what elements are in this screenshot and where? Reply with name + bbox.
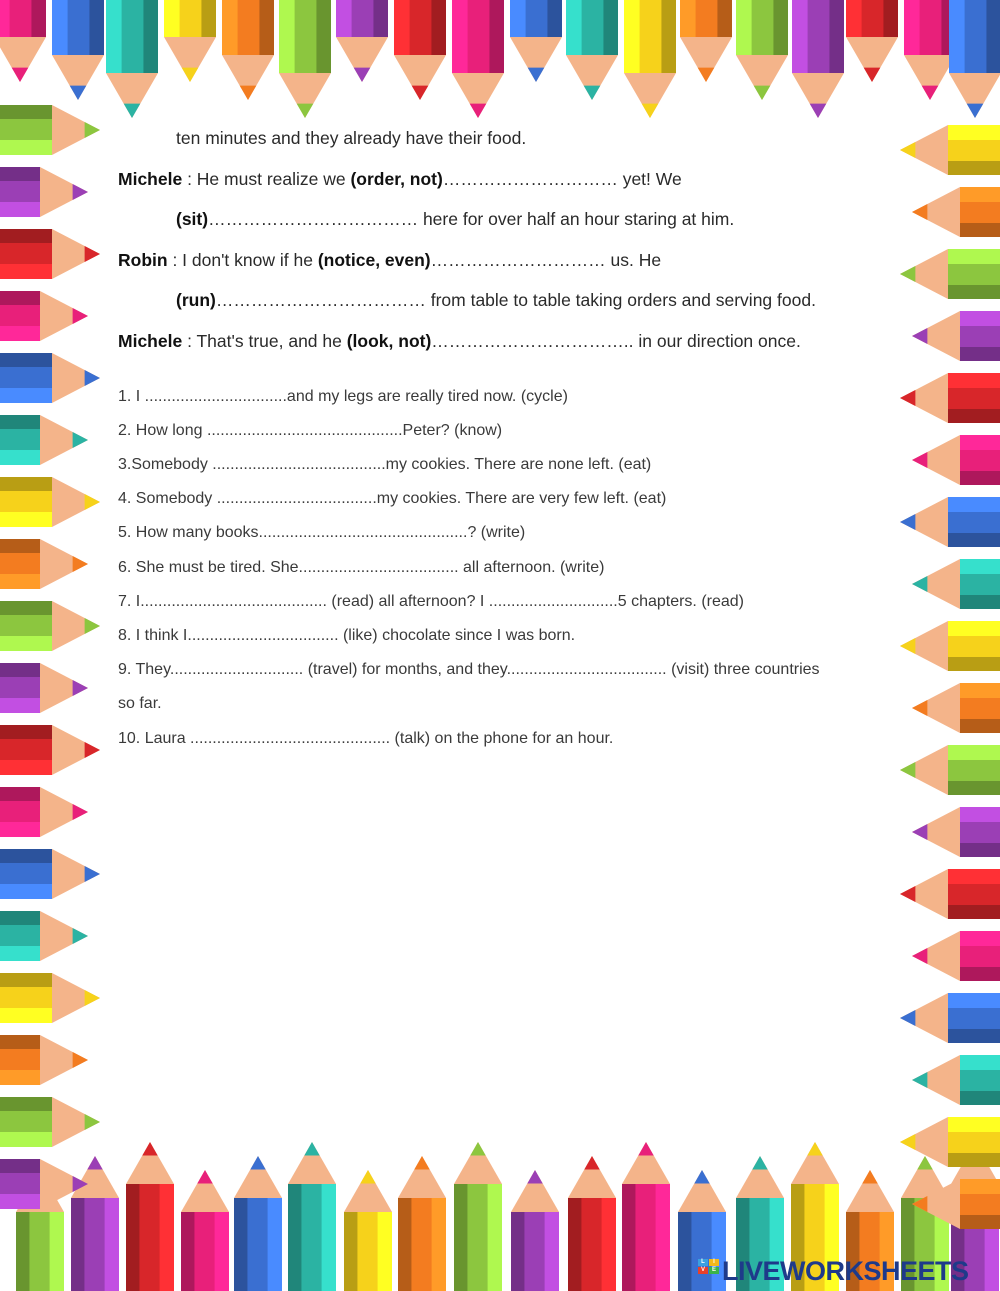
exercise-item-continued: so far. — [118, 695, 162, 712]
logo-block: E — [709, 1267, 719, 1274]
dialogue-text: ten minutes and they already have their food. — [176, 128, 527, 148]
dialogue-text: I don't know if he — [182, 250, 318, 270]
dialogue-text: That's true, and he — [196, 331, 347, 351]
answer-blank[interactable]: ………………………… yet! We — [442, 169, 682, 189]
logo-text: LIVEWORKSHEETS — [722, 1256, 969, 1286]
speaker-name: Robin — [118, 250, 168, 270]
separator: : — [182, 331, 197, 351]
dialogue-line-5 — [176, 290, 816, 311]
separator: : — [182, 169, 197, 189]
verb-hint: (sit) — [176, 209, 209, 229]
answer-blank[interactable]: ……………………………… here for over half an hour staring at him. — [208, 209, 735, 229]
exercise-item[interactable]: 5. How many books...............................................? (write) — [118, 524, 526, 541]
exercise-item[interactable]: 7. I.......................................... (read) all afternoon? I .............................5 chapters. (read) — [118, 593, 744, 610]
logo-block: I — [709, 1259, 719, 1266]
answer-blank[interactable]: …………………………….. in our direction once. — [431, 331, 801, 351]
dialogue-line-6 — [118, 331, 801, 352]
answer-blank[interactable]: ……………………………… from table to table taking orders and serving food. — [215, 290, 816, 310]
liveworksheets-logo[interactable] — [698, 1256, 994, 1286]
verb-hint: (run) — [176, 290, 216, 310]
dialogue-line-1 — [176, 128, 526, 149]
logo-live-icon — [698, 1259, 720, 1283]
dialogue-line-3 — [176, 209, 734, 230]
verb-hint: (notice, even) — [317, 250, 431, 270]
exercise-item[interactable]: 3.Somebody .......................................my cookies. There are none left. (eat) — [118, 456, 652, 473]
exercise-item[interactable]: 6. She must be tired. She.................................... all afternoon. (write) — [118, 559, 605, 576]
speaker-name: Michele — [118, 331, 183, 351]
dialogue-line-2 — [118, 169, 682, 190]
exercise-item[interactable]: 10. Laura ............................................. (talk) on the phone for an hour. — [118, 730, 614, 747]
separator: : — [167, 250, 183, 270]
dialogue-line-4 — [118, 250, 661, 271]
verb-hint: (order, not) — [350, 169, 443, 189]
exercise-item[interactable]: 2. How long ............................................Peter? (know) — [118, 422, 503, 439]
exercise-item[interactable]: 9. They.............................. (travel) for months, and they.................................... (visit) three countries — [118, 661, 820, 678]
answer-blank[interactable]: ………………………… us. He — [430, 250, 662, 270]
dialogue-text: He must realize we — [196, 169, 351, 189]
logo-block: V — [698, 1267, 708, 1274]
exercise-item[interactable]: 8. I think I.................................. (like) chocolate since I was born. — [118, 627, 576, 644]
logo-block: L — [698, 1259, 708, 1266]
verb-hint: (look, not) — [346, 331, 432, 351]
exercise-item[interactable]: 1. I ................................and my legs are really tired now. (cycle) — [118, 388, 568, 405]
exercise-item[interactable]: 4. Somebody ....................................my cookies. There are very few left. (eat) — [118, 490, 667, 507]
speaker-name: Michele — [118, 169, 183, 189]
